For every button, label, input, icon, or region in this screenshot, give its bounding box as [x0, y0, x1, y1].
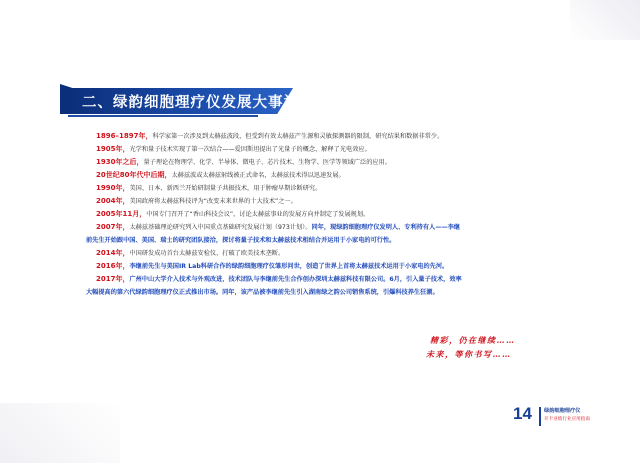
- closing-line-1: 精彩，仍在继续……: [430, 335, 516, 345]
- entry-highlight: 李继前先生与美国IR Lab科研合作的绿韵细胞理疗仪雏形问世，创造了世界上首将太赫兹技术运用于小家电的先河。: [129, 263, 449, 270]
- footer-subtitle: 开卡业绩行业应用指南: [544, 417, 590, 422]
- entry-text: 量子理论在物理学、化学、半导体、微电子、芯片技术、生物学、医学等领域广泛的应用。: [143, 159, 391, 166]
- banner-underline: [68, 115, 258, 117]
- entry-date: 2004年，: [96, 197, 130, 205]
- timeline-entry-2016: [96, 260, 556, 273]
- entry-date: 2017年，: [96, 275, 130, 283]
- page-footer: [513, 404, 613, 430]
- timeline-entry: [96, 182, 556, 195]
- entry-text: 太赫兹波或太赫兹射线被正式命名，太赫兹技术得以迅速发展。: [171, 172, 345, 179]
- section-title: 二、绿韵细胞理疗仪发展大事记: [82, 95, 299, 111]
- footer-divider: [539, 407, 541, 426]
- entry-date: 1896–1897年，: [96, 132, 153, 140]
- entry-highlight: 同年，现绿韵细胞理疗仪发明人、专利持有人——李继: [311, 224, 460, 231]
- timeline-entry: [96, 130, 556, 143]
- entry-date: 2014年，: [96, 249, 130, 257]
- page-corner-shade: [570, 0, 640, 40]
- entry-date: 1905年，: [96, 145, 130, 153]
- entry-highlight: 前先生开始跟中国、美国、瑞士的研究团队接洽，: [86, 237, 223, 244]
- closing-script: [426, 333, 550, 361]
- entry-date: 1990年，: [96, 184, 130, 192]
- entry-text: 美国、日本、新西兰开始研制量子共振技术，用于肿瘤早期诊断研究。: [129, 185, 322, 192]
- entry-date: 2007年，: [96, 223, 130, 231]
- entry-date: 2005年11月，: [96, 210, 147, 218]
- entry-date: 20世纪80年代中后期，: [96, 171, 172, 179]
- timeline-entry-2014: [96, 247, 556, 260]
- timeline-list: [86, 130, 556, 299]
- timeline-entry: [96, 195, 556, 208]
- page-number: 14: [513, 404, 532, 423]
- timeline-entry-2007: [86, 221, 556, 247]
- entry-highlight: 大幅提高的第六代绿韵细胞理疗仪正式推出市场。同年，该产品被李继前先生引入湖南绿之韵公司销售系统，引爆科技养生狂潮。: [86, 289, 439, 296]
- timeline-entry: [96, 156, 556, 169]
- entry-text: 光学和量子技术实现了第一次结合——爱因斯坦提出了光量子的概念，解释了光电效应。: [129, 146, 371, 153]
- timeline-entry-2017: [86, 273, 556, 299]
- entry-continuation: [86, 289, 439, 296]
- entry-text: 科学家第一次涉及到太赫兹波段，但受到有效太赫兹产生源和灵敏探测器的限制，研究结果和数据非常少。: [152, 133, 444, 140]
- timeline-entry: [96, 143, 556, 156]
- timeline-entry: [96, 208, 556, 221]
- entry-highlight: 探讨将量子技术和太赫兹技术相结合并运用于小家电的可行性。: [222, 237, 396, 244]
- entry-continuation: [86, 237, 395, 244]
- timeline-entry: [96, 169, 556, 182]
- entry-date: 2016年，: [96, 262, 130, 270]
- entry-date: 1930年之后，: [96, 158, 144, 166]
- closing-line-2: 未来，等你书写……: [426, 349, 512, 359]
- section-banner: [60, 84, 299, 116]
- entry-text: 美国政府将太赫兹科技评为“改变未来世界的十大技术”之一。: [129, 198, 297, 205]
- footer-title: 绿韵细胞理疗仪: [544, 408, 581, 414]
- entry-text: 中国专门召开了“香山科技会议”，讨论太赫兹事业的发展方向并制定了发展规划。: [146, 211, 370, 218]
- entry-text: 太赫兹基础理论研究列入中国重点基础研究发展计划（973计划）。: [129, 224, 312, 231]
- page-corner-shade: [0, 403, 120, 463]
- entry-text: 中国研发成功首台太赫兹安检仪，打破了欧美技术垄断。: [129, 250, 285, 257]
- entry-highlight: 广州中山大学介入技术与外观改进，技术团队与李继前先生合作创办深圳太赫兹科技有限公司。6月，引入量子技术，效率: [129, 276, 462, 283]
